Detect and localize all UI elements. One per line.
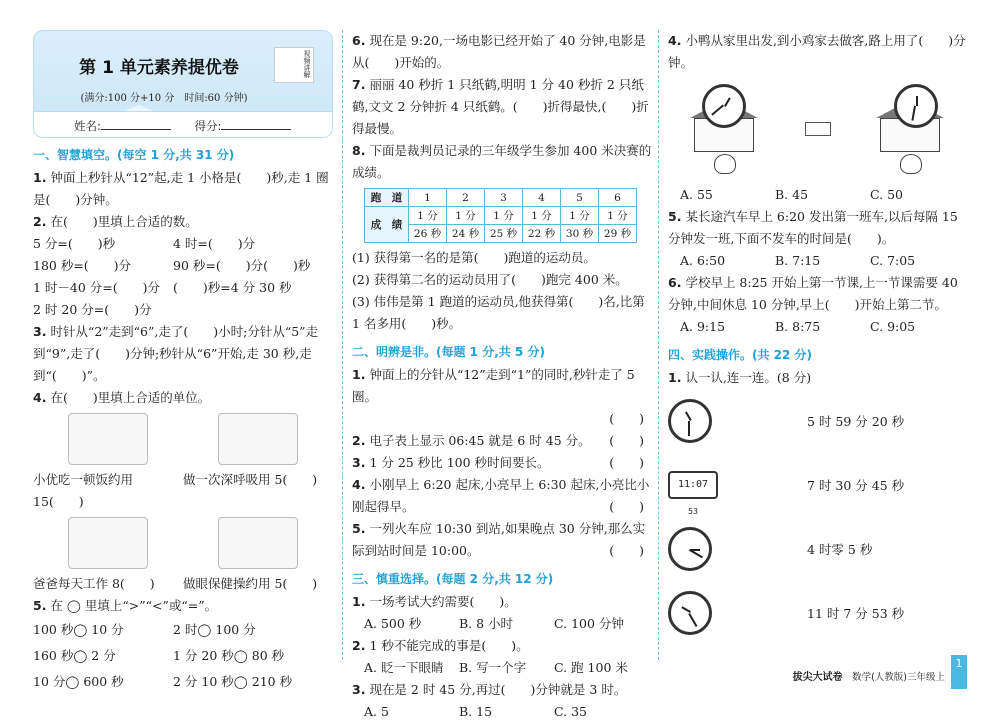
match-row bbox=[668, 581, 968, 645]
choice-6-options: A. 9:15 B. 8:75 C. 9:05 bbox=[680, 319, 916, 334]
section-4-title: 四、实践操作。(共 22 分) bbox=[668, 348, 813, 362]
choice-2-options: A. 眨一下眼睛 B. 写一个字 C. 跑 100 米 bbox=[364, 660, 628, 675]
practice-1: 1. 认一认,连一连。(8 分) bbox=[668, 370, 812, 385]
q5-row: 100 秒◯ 10 分 2 时◯ 100 分 bbox=[33, 622, 256, 637]
match-row bbox=[668, 453, 968, 517]
q8-sub-1: (1) 获得第一名的是第( )跑道的运动员。 bbox=[352, 250, 596, 265]
exam-subtitle: (满分:100 分+10 分 时间:60 分钟) bbox=[80, 93, 248, 104]
footer-brand: 拔尖大试卷 bbox=[792, 672, 843, 683]
exam-title: 第 1 单元素养提优卷 bbox=[79, 58, 239, 78]
chicken-icon bbox=[900, 154, 922, 174]
column-2 bbox=[352, 30, 652, 723]
q2-row: 2 时 20 分=( )分 bbox=[33, 302, 152, 317]
exam-header bbox=[33, 30, 333, 138]
judge-1: 1. 钟面上的分针从“12”走到“1”的同时,秒针走了 5 圈。 ( ) bbox=[352, 367, 644, 426]
column-divider bbox=[658, 30, 659, 660]
minute-hand bbox=[712, 104, 725, 115]
clock-icon bbox=[668, 399, 712, 443]
choice-3-options: A. 5 B. 15 C. 35 bbox=[364, 704, 587, 719]
footer-subject: 数学(人教版)三年级上 bbox=[852, 672, 945, 683]
illustration-row bbox=[33, 513, 333, 573]
section-3-title: 三、慎重选择。(每题 2 分,共 12 分) bbox=[352, 572, 554, 586]
q4-row: 小优吃一顿饭约用 15( ) 做一次深呼吸用 5( ) bbox=[33, 472, 318, 509]
section-2-title: 二、明辨是非。(每题 1 分,共 5 分) bbox=[352, 345, 545, 359]
match-row bbox=[668, 389, 968, 453]
digital-clock-icon: 11:07 $_{53}$ bbox=[668, 471, 718, 499]
score-field[interactable] bbox=[221, 129, 291, 130]
name-field[interactable] bbox=[101, 129, 171, 130]
name-score-bar bbox=[34, 111, 332, 137]
arrow-right-icon bbox=[805, 122, 831, 136]
q2-row: 5 分=( )秒 4 时=( )分 bbox=[33, 236, 256, 251]
worker-dad-image bbox=[68, 517, 148, 569]
question-8: 8. 下面是裁判员记录的三年级学生参加 400 米决赛的成绩。 bbox=[352, 143, 652, 180]
qr-code-icon[interactable] bbox=[274, 47, 314, 83]
hour-hand bbox=[685, 411, 692, 421]
q5-row: 160 秒◯ 2 分 1 分 20 秒◯ 80 秒 bbox=[33, 648, 285, 663]
question-6: 6. 现在是 9:20,一场电影已经开始了 40 分钟,电影是从( )开始的。 bbox=[352, 33, 646, 70]
duck-icon bbox=[714, 154, 736, 174]
clock-icon bbox=[668, 591, 712, 635]
minute-hand bbox=[911, 106, 916, 121]
match-row bbox=[668, 517, 968, 581]
judge-2: 2. 电子表上显示 06:45 就是 6 时 45 分。 ( ) bbox=[352, 433, 644, 448]
choice-6: 6. 学校早上 8:25 开始上第一节课,上一节课需要 40 分钟,中间休息 10 分钟,早上( )开始上第二节。 bbox=[668, 275, 958, 312]
choice-1: 1. 一场考试大约需要( )。 bbox=[352, 594, 517, 609]
page-number: 1 bbox=[951, 655, 967, 689]
choice-2: 2. 1 秒不能完成的事是( )。 bbox=[352, 638, 529, 653]
choice-5: 5. 某长途汽车早上 6:20 发出第一班车,以后每隔 15 分钟发一班,下面不发车的时间是( )。 bbox=[668, 209, 958, 246]
hour-hand bbox=[916, 96, 918, 106]
question-3: 3. 时针从“2”走到“6”,走了( )小时;分针从“5”走到“9”,走了( )分钟;秒针从“6”开始,走 30 秒,走到“( )”。 bbox=[33, 324, 319, 383]
duck-chicken-illustration bbox=[668, 74, 968, 184]
choice-5-options: A. 6:50 B. 7:15 C. 7:05 bbox=[680, 253, 916, 268]
hour-hand bbox=[724, 97, 731, 107]
question-4: 4. 在( )里填上合适的单位。 bbox=[33, 390, 211, 405]
judge-5: 5. 一列火车应 10:30 到站,如果晚点 30 分钟,那么实际到站时间是 10:00。 ( ) bbox=[352, 521, 646, 558]
q8-sub-3: (3) 伟伟是第 1 跑道的运动员,他获得第( )名,比第 1 名多用( )秒。 bbox=[352, 294, 645, 331]
question-1: 1. 钟面上秒针从“12”起,走 1 小格是( )秒,走 1 圈是( )分钟。 bbox=[33, 170, 329, 207]
time-label: 7 时 30 分 45 秒 bbox=[807, 478, 905, 493]
choice-1-options: A. 500 秒 B. 8 小时 C. 100 分钟 bbox=[364, 616, 624, 631]
score-label: 得分: bbox=[194, 119, 222, 133]
time-label: 11 时 7 分 53 秒 bbox=[807, 606, 905, 621]
time-label: 4 时零 5 秒 bbox=[807, 542, 873, 557]
chicken-house-scene bbox=[876, 84, 946, 174]
q2-row: 1 时－40 分=( )分 ( )秒=4 分 30 秒 bbox=[33, 280, 292, 295]
question-2: 2. 在( )里填上合适的数。 bbox=[33, 214, 198, 229]
choice-4: 4. 小鸭从家里出发,到小鸡家去做客,路上用了( )分钟。 bbox=[668, 33, 966, 70]
duck-house-scene bbox=[690, 84, 760, 174]
clock-icon bbox=[668, 527, 712, 571]
time-label: 5 时 59 分 20 秒 bbox=[807, 414, 905, 429]
judge-3: 3. 1 分 25 秒比 100 秒时间要长。 ( ) bbox=[352, 455, 644, 470]
minute-hand bbox=[688, 613, 697, 627]
clock-icon bbox=[894, 84, 938, 128]
column-3 bbox=[668, 30, 968, 645]
question-5: 5. 在 ◯ 里填上“>”“<”或“=”。 bbox=[33, 598, 218, 613]
q2-row: 180 秒=( )分 90 秒=( )分( )秒 bbox=[33, 258, 311, 273]
eye-exercise-image bbox=[218, 517, 298, 569]
q5-row: 10 分◯ 600 秒 2 分 10 秒◯ 210 秒 bbox=[33, 674, 293, 689]
clock-icon bbox=[702, 84, 746, 128]
q8-sub-2: (2) 获得第二名的运动员用了( )跑完 400 米。 bbox=[352, 272, 628, 287]
illustration-row bbox=[33, 409, 333, 469]
section-1-title: 一、智慧填空。(每空 1 分,共 31 分) bbox=[33, 148, 235, 162]
column-divider bbox=[342, 30, 343, 660]
name-label: 姓名: bbox=[74, 119, 101, 133]
judge-4: 4. 小刚早上 6:20 起床,小亮早上 6:30 起床,小亮比小刚起得早。 ( ) bbox=[352, 477, 650, 514]
qr-label: 视频讲解 bbox=[303, 50, 311, 78]
minute-hand bbox=[688, 421, 690, 436]
choice-3: 3. 现在是 2 时 45 分,再过( )分钟就是 3 时。 bbox=[352, 682, 627, 697]
choice-4-options: A. 55 B. 45 C. 50 bbox=[680, 187, 903, 202]
race-results-table: 跑 道 1 2 3 4 5 6 成 绩 1 分 1 分 1 分 1 分 1 分 1 分 26 秒 24 秒 25 秒 22 秒 30 秒 29 秒 bbox=[364, 188, 637, 243]
breathing-boy-image bbox=[218, 413, 298, 465]
q4-row: 爸爸每天工作 8( ) 做眼保健操约用 5( ) bbox=[33, 576, 318, 591]
footer bbox=[793, 668, 945, 683]
question-7: 7. 丽丽 40 秒折 1 只纸鹤,明明 1 分 40 秒折 2 只纸鹤,文文 2 分钟折 4 只纸鹤。( )折得最快,( )折得最慢。 bbox=[352, 77, 649, 136]
eating-girl-image bbox=[68, 413, 148, 465]
column-1 bbox=[33, 30, 333, 695]
